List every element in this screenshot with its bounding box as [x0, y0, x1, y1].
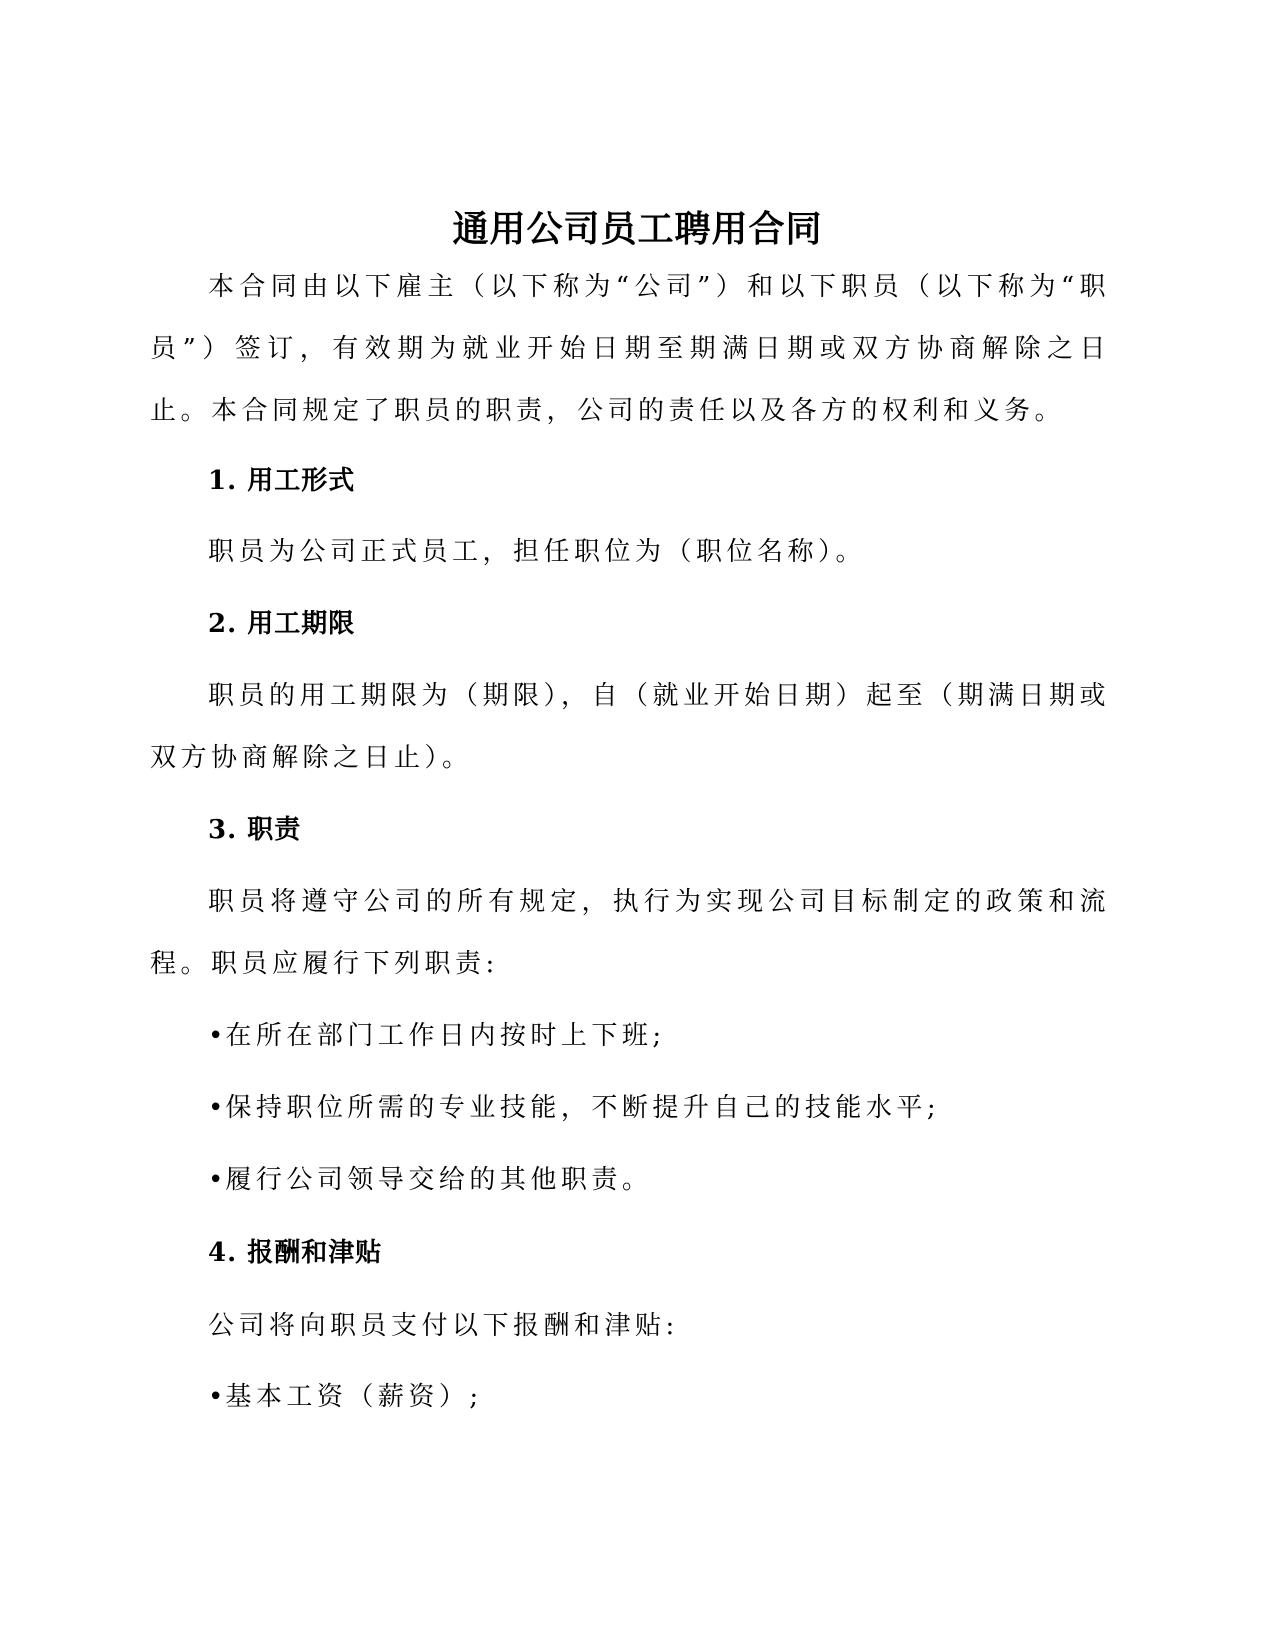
list-item-text: 基本工资（薪资）; — [225, 1382, 483, 1412]
intro-paragraph: 本合同由以下雇主（以下称为“公司”）和以下职员（以下称为“职员”）签订，有效期为就业开始日期至期满日期或双方协商解除之日止。本合同规定了职员的职责，公司的责任以及各方的权利和义务。 — [150, 272, 1110, 426]
list-item — [208, 1160, 652, 1200]
section-4-body: 公司将向职员支付以下报酬和津贴: — [208, 1311, 679, 1341]
section-3-body: 职员将遵守公司的所有规定，执行为实现公司目标制定的政策和流程。职员应履行下列职责: — [150, 887, 1110, 979]
section-2-body: 职员的用工期限为（期限），自（就业开始日期）起至（期满日期或双方协商解除之日止）。 — [150, 681, 1111, 773]
list-item-text: 保持职位所需的专业技能，不断提升自己的技能水平; — [225, 1093, 941, 1123]
section-1-body: 职员为公司正式员工，担任职位为（职位名称）。 — [208, 537, 867, 567]
bullet-icon: • — [208, 1093, 224, 1123]
section-2-heading: 2. 用工期限 — [208, 609, 356, 639]
document-title: 通用公司员工聘用合同 — [452, 209, 823, 250]
list-item — [208, 1377, 483, 1417]
list-item — [208, 1088, 940, 1128]
section-1-heading: 1. 用工形式 — [208, 466, 356, 496]
list-item-text: 履行公司领导交给的其他职责。 — [225, 1165, 653, 1195]
list-item-text: 在所在部门工作日内按时上下班; — [225, 1021, 666, 1051]
section-3-heading: 3. 职责 — [208, 815, 302, 845]
bullet-icon: • — [208, 1021, 224, 1051]
bullet-icon: • — [208, 1165, 224, 1195]
section-4-heading: 4. 报酬和津贴 — [208, 1238, 383, 1268]
bullet-icon: • — [208, 1382, 224, 1412]
list-item — [208, 1016, 666, 1056]
